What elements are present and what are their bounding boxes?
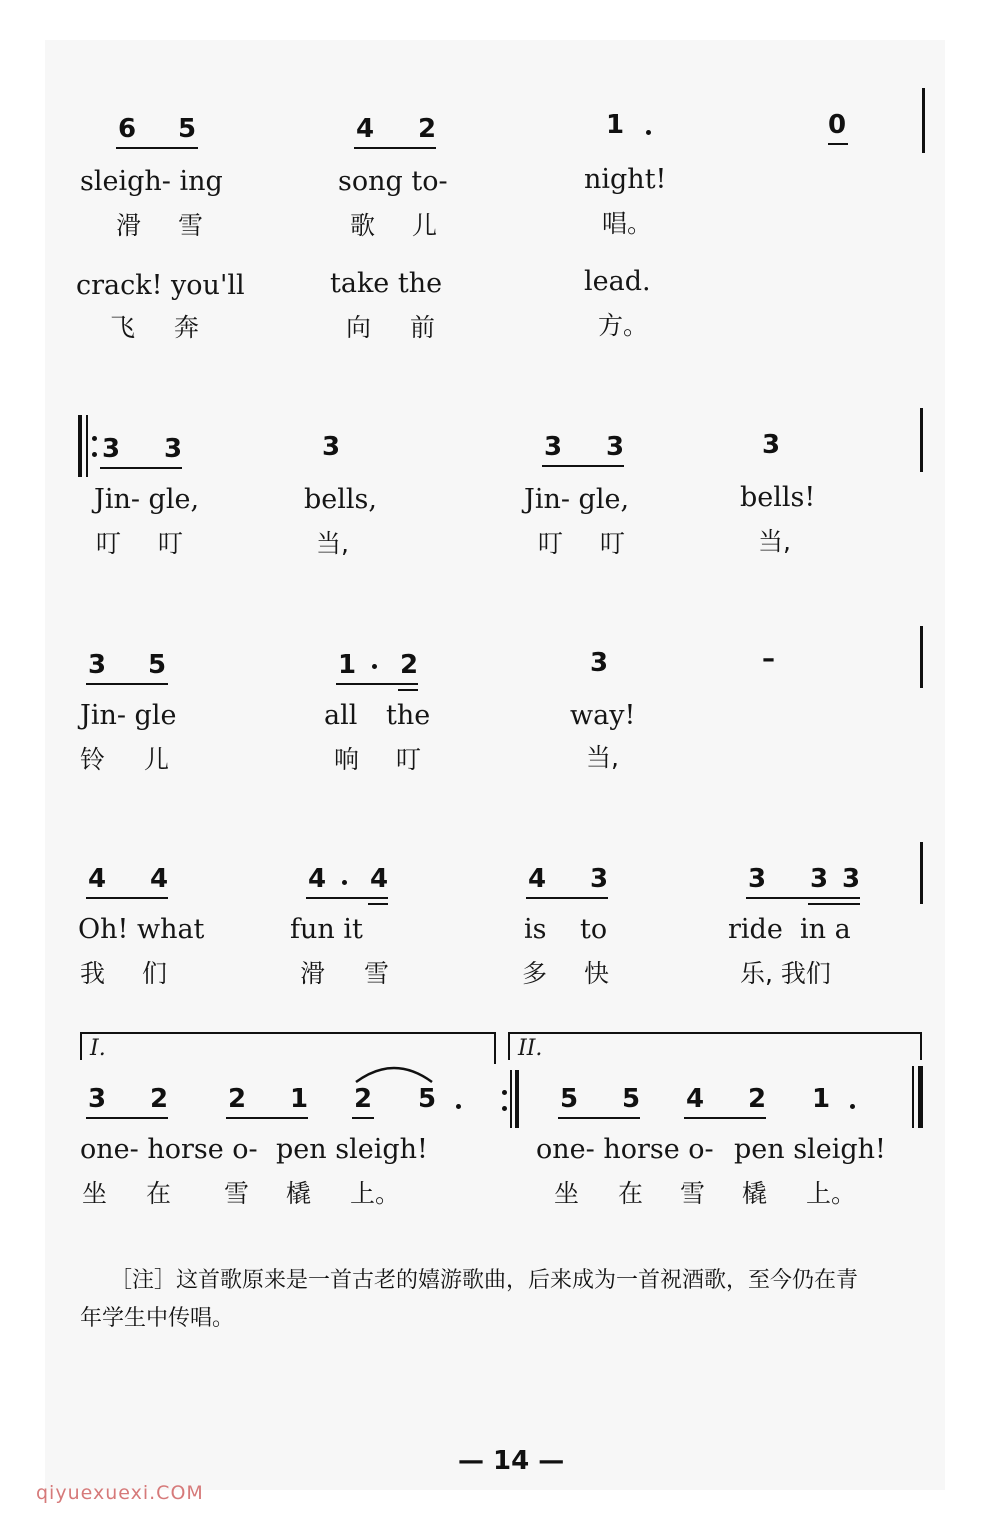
note: 5 xyxy=(622,1084,641,1114)
lyric-zh: 滑 xyxy=(116,211,142,240)
note: 5 xyxy=(418,1084,437,1114)
lyric-zh: 向 xyxy=(346,313,372,342)
volta-bracket-2-left xyxy=(508,1032,510,1060)
note: 3 xyxy=(748,864,767,894)
lyric-zh: 乐, 我们 xyxy=(740,959,831,988)
note: 3 xyxy=(88,650,107,680)
note: 1 xyxy=(606,110,625,140)
note: 4 xyxy=(370,864,389,894)
underline-beam xyxy=(398,689,418,691)
underline-beam xyxy=(808,903,860,905)
barline xyxy=(922,88,925,153)
lyric-zh: 儿 xyxy=(412,211,438,240)
repeat-barline-thick xyxy=(515,1070,519,1128)
volta-bracket-1-left xyxy=(80,1032,82,1060)
underline-beam xyxy=(306,897,388,899)
repeat-dot xyxy=(502,1090,507,1095)
note: 1 xyxy=(338,650,357,680)
lyric-zh: 雪 xyxy=(364,959,390,988)
underline-beam xyxy=(336,683,418,685)
lyric-zh: 响 xyxy=(334,745,360,774)
lyric-en: Jin- gle xyxy=(80,700,177,731)
underline-beam xyxy=(86,683,168,685)
underline-beam xyxy=(828,143,848,145)
lyric-en: song to- xyxy=(338,166,448,197)
lyric-zh: 叮 xyxy=(96,529,122,558)
repeat-barline-thin xyxy=(86,415,88,477)
lyric-zh: 多 xyxy=(522,959,548,988)
note: 3 xyxy=(810,864,829,894)
note: 6 xyxy=(118,114,137,144)
lyric-en: one- horse o- xyxy=(536,1134,714,1165)
lyric-en: crack! you'll xyxy=(76,270,245,301)
lyric-en: in a xyxy=(800,914,851,945)
underline-beam xyxy=(100,467,182,469)
volta-label-2: II. xyxy=(518,1036,543,1061)
lyric-en: lead. xyxy=(584,266,651,297)
repeat-dot xyxy=(502,1106,507,1111)
augmentation-dot xyxy=(850,1104,855,1109)
note: 2 xyxy=(748,1084,767,1114)
lyric-en: all xyxy=(324,700,358,731)
note: 5 xyxy=(178,114,197,144)
lyric-zh: 歌 xyxy=(350,211,376,240)
note: 4 xyxy=(356,114,375,144)
lyric-zh: 铃 xyxy=(80,745,106,774)
lyric-zh: 雪 xyxy=(680,1179,706,1208)
augmentation-dot xyxy=(646,130,651,135)
lyric-en: bells! xyxy=(740,482,816,513)
lyric-zh: 叮 xyxy=(538,529,564,558)
lyric-en: take the xyxy=(330,268,443,299)
note: 2 xyxy=(150,1084,169,1114)
lyric-zh: 橇 xyxy=(742,1179,768,1208)
lyric-en: sleigh- ing xyxy=(80,166,223,197)
lyric-en: is xyxy=(524,914,547,945)
lyric-zh: 飞 xyxy=(110,313,136,342)
lyric-en: to xyxy=(580,914,608,945)
barline xyxy=(920,408,923,472)
note: 3 xyxy=(606,432,625,462)
final-barline-thick xyxy=(918,1066,923,1128)
note: 5 xyxy=(148,650,167,680)
note: 3 xyxy=(590,864,609,894)
note: 3 xyxy=(842,864,861,894)
note: 4 xyxy=(308,864,327,894)
note: 2 xyxy=(228,1084,247,1114)
lyric-en: Jin- gle, xyxy=(524,484,630,515)
volta-bracket-1-right xyxy=(494,1032,496,1064)
underline-beam xyxy=(684,1117,766,1119)
repeat-barline-thick xyxy=(78,415,82,477)
note: 2 xyxy=(400,650,419,680)
note: 3 xyxy=(164,434,183,464)
underline-beam xyxy=(86,897,168,899)
underline-beam xyxy=(542,465,624,467)
augmentation-dot xyxy=(456,1104,461,1109)
lyric-zh: 当, xyxy=(316,529,349,558)
footnote-line-1: ［注］这首歌原来是一首古老的嬉游歌曲，后来成为一首祝酒歌，至今仍在青 xyxy=(110,1268,859,1293)
volta-bracket-1 xyxy=(80,1032,496,1034)
underline-beam xyxy=(354,147,436,149)
repeat-dot xyxy=(92,436,97,441)
note: – xyxy=(762,644,775,674)
lyric-en: way! xyxy=(570,700,636,731)
volta-bracket-2-right xyxy=(920,1032,922,1060)
barline xyxy=(920,842,923,904)
note: 3 xyxy=(762,430,781,460)
lyric-zh: 前 xyxy=(410,313,436,342)
note: 4 xyxy=(150,864,169,894)
volta-bracket-2 xyxy=(508,1032,922,1034)
note: 2 xyxy=(354,1084,373,1114)
note: 3 xyxy=(322,432,341,462)
note: 4 xyxy=(528,864,547,894)
lyric-en: pen sleigh! xyxy=(276,1134,428,1165)
lyric-zh: 坐 xyxy=(82,1179,108,1208)
repeat-dot xyxy=(92,452,97,457)
lyric-zh: 在 xyxy=(618,1179,644,1208)
lyric-zh: 当, xyxy=(586,743,619,772)
tie-arc xyxy=(352,1060,436,1086)
note: 2 xyxy=(418,114,437,144)
volta-label-1: I. xyxy=(90,1036,106,1061)
note: 0 xyxy=(828,110,847,140)
barline xyxy=(920,626,923,688)
lyric-zh: 滑 xyxy=(300,959,326,988)
footnote-line-2: 年学生中传唱。 xyxy=(80,1306,235,1331)
lyric-zh: 唱。 xyxy=(602,209,653,238)
lyric-en: the xyxy=(386,700,431,731)
underline-beam xyxy=(226,1117,308,1119)
lyric-zh: 当, xyxy=(758,527,791,556)
lyric-zh: 方。 xyxy=(598,311,649,340)
underline-beam xyxy=(746,897,860,899)
lyric-zh: 橇 xyxy=(286,1179,312,1208)
lyric-zh: 叮 xyxy=(600,529,626,558)
note: 3 xyxy=(88,1084,107,1114)
underline-beam xyxy=(352,1117,374,1119)
underline-beam xyxy=(368,903,388,905)
lyric-zh: 奔 xyxy=(174,313,200,342)
augmentation-dot xyxy=(372,664,377,669)
lyric-en: Oh! what xyxy=(78,914,205,945)
lyric-zh: 在 xyxy=(146,1179,172,1208)
note: 4 xyxy=(686,1084,705,1114)
note: 3 xyxy=(102,434,121,464)
lyric-zh: 雪 xyxy=(178,211,204,240)
underline-beam xyxy=(558,1117,640,1119)
lyric-en: bells, xyxy=(304,484,377,515)
lyric-zh: 雪 xyxy=(224,1179,250,1208)
lyric-zh: 们 xyxy=(142,959,168,988)
watermark-text: qiyuexuexi.COM xyxy=(36,1482,204,1504)
note: 3 xyxy=(544,432,563,462)
underline-beam xyxy=(86,1117,168,1119)
augmentation-dot xyxy=(342,880,347,885)
lyric-zh: 叮 xyxy=(158,529,184,558)
page-number: — 14 — xyxy=(458,1446,565,1476)
lyric-en: one- horse o- xyxy=(80,1134,258,1165)
lyric-en: Jin- gle, xyxy=(94,484,200,515)
note: 1 xyxy=(290,1084,309,1114)
lyric-zh: 坐 xyxy=(554,1179,580,1208)
final-barline-thin xyxy=(912,1066,914,1128)
note: 1 xyxy=(812,1084,831,1114)
lyric-zh: 儿 xyxy=(144,745,170,774)
note: 3 xyxy=(590,648,609,678)
lyric-en: ride xyxy=(728,914,783,945)
underline-beam xyxy=(116,147,198,149)
lyric-en: night! xyxy=(584,164,667,195)
underline-beam xyxy=(526,897,608,899)
repeat-barline-thin xyxy=(510,1070,512,1128)
note: 5 xyxy=(560,1084,579,1114)
lyric-en: fun it xyxy=(290,914,363,945)
lyric-zh: 快 xyxy=(584,959,610,988)
lyric-en: pen sleigh! xyxy=(734,1134,886,1165)
lyric-zh: 叮 xyxy=(396,745,422,774)
note: 4 xyxy=(88,864,107,894)
lyric-zh: 上。 xyxy=(350,1179,401,1208)
lyric-zh: 上。 xyxy=(806,1179,857,1208)
lyric-zh: 我 xyxy=(80,959,106,988)
